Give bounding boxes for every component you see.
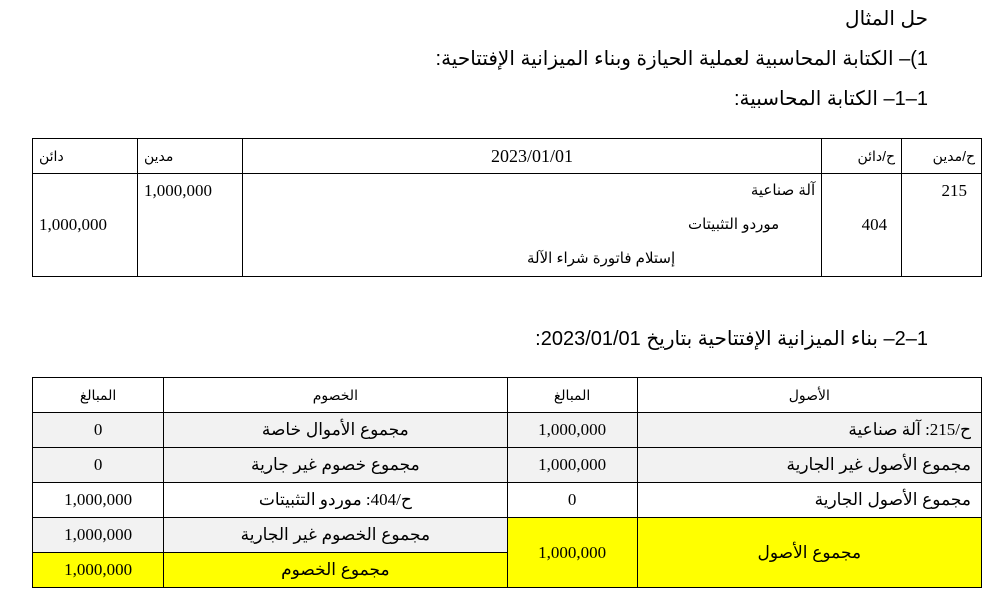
liability-amount: 1,000,000 [33, 483, 164, 518]
asset-label: ح/215: آلة صناعية [637, 413, 981, 448]
asset-amount: 0 [507, 483, 637, 518]
debit-amount: 1,000,000 [137, 174, 242, 277]
asset-label: مجموع الأصول الجارية [637, 483, 981, 518]
journal-heading: 1–1– الكتابة المحاسبية: [733, 88, 928, 110]
opening-balance-table [32, 377, 982, 588]
header-assets-amount: المبالغ [507, 378, 637, 413]
header-assets: الأصول [637, 378, 981, 413]
header-date: 2023/01/01 [242, 139, 821, 174]
journal-entry-table [32, 138, 982, 277]
liability-label: مجموع خصوم غير جارية [164, 448, 507, 483]
header-credit: دائن [33, 139, 138, 174]
liability-amount: 0 [33, 448, 164, 483]
asset-label: مجموع الأصول غير الجارية [637, 448, 981, 483]
debit-account-number: 215 [902, 174, 982, 277]
section-heading: 1)– الكتابة المحاسبية لعملية الحيازة وبناء الميزانية الإفتتاحية: [435, 48, 928, 70]
solution-title: حل المثال [845, 8, 928, 30]
noncurrent-liabilities-label: مجموع الخصوم غير الجارية [164, 518, 507, 553]
liability-amount: 0 [33, 413, 164, 448]
header-liabilities: الخصوم [164, 378, 507, 413]
table-row [33, 413, 982, 448]
total-assets-label: مجموع الأصول [637, 518, 981, 588]
liability-label: ح/404: موردو التثبيتات [164, 483, 507, 518]
total-liabilities-amount: 1,000,000 [33, 553, 164, 588]
table-row [33, 518, 982, 553]
debit-line: آلة صناعية [750, 182, 816, 199]
asset-amount: 1,000,000 [507, 413, 637, 448]
header-debit: مدين [137, 139, 242, 174]
entry-description [242, 174, 821, 277]
total-liabilities-label: مجموع الخصوم [164, 553, 507, 588]
header-liabilities-amount: المبالغ [33, 378, 164, 413]
credit-amount: 1,000,000 [33, 174, 138, 277]
total-assets-amount: 1,000,000 [507, 518, 637, 588]
asset-amount: 1,000,000 [507, 448, 637, 483]
header-debit-account: ح/مدين [902, 139, 982, 174]
table-row [33, 448, 982, 483]
liability-label: مجموع الأموال خاصة [164, 413, 507, 448]
entry-memo: إستلام فاتورة شراء الآلة [526, 250, 676, 267]
credit-account-number: 404 [822, 174, 902, 277]
table-row [33, 483, 982, 518]
credit-line: موردو التثبيتات [687, 216, 780, 233]
balance-heading: 1–2– بناء الميزانية الإفتتاحية بتاريخ 2023/01/01: [535, 328, 928, 350]
noncurrent-liabilities-amount: 1,000,000 [33, 518, 164, 553]
header-credit-account: ح/دائن [822, 139, 902, 174]
